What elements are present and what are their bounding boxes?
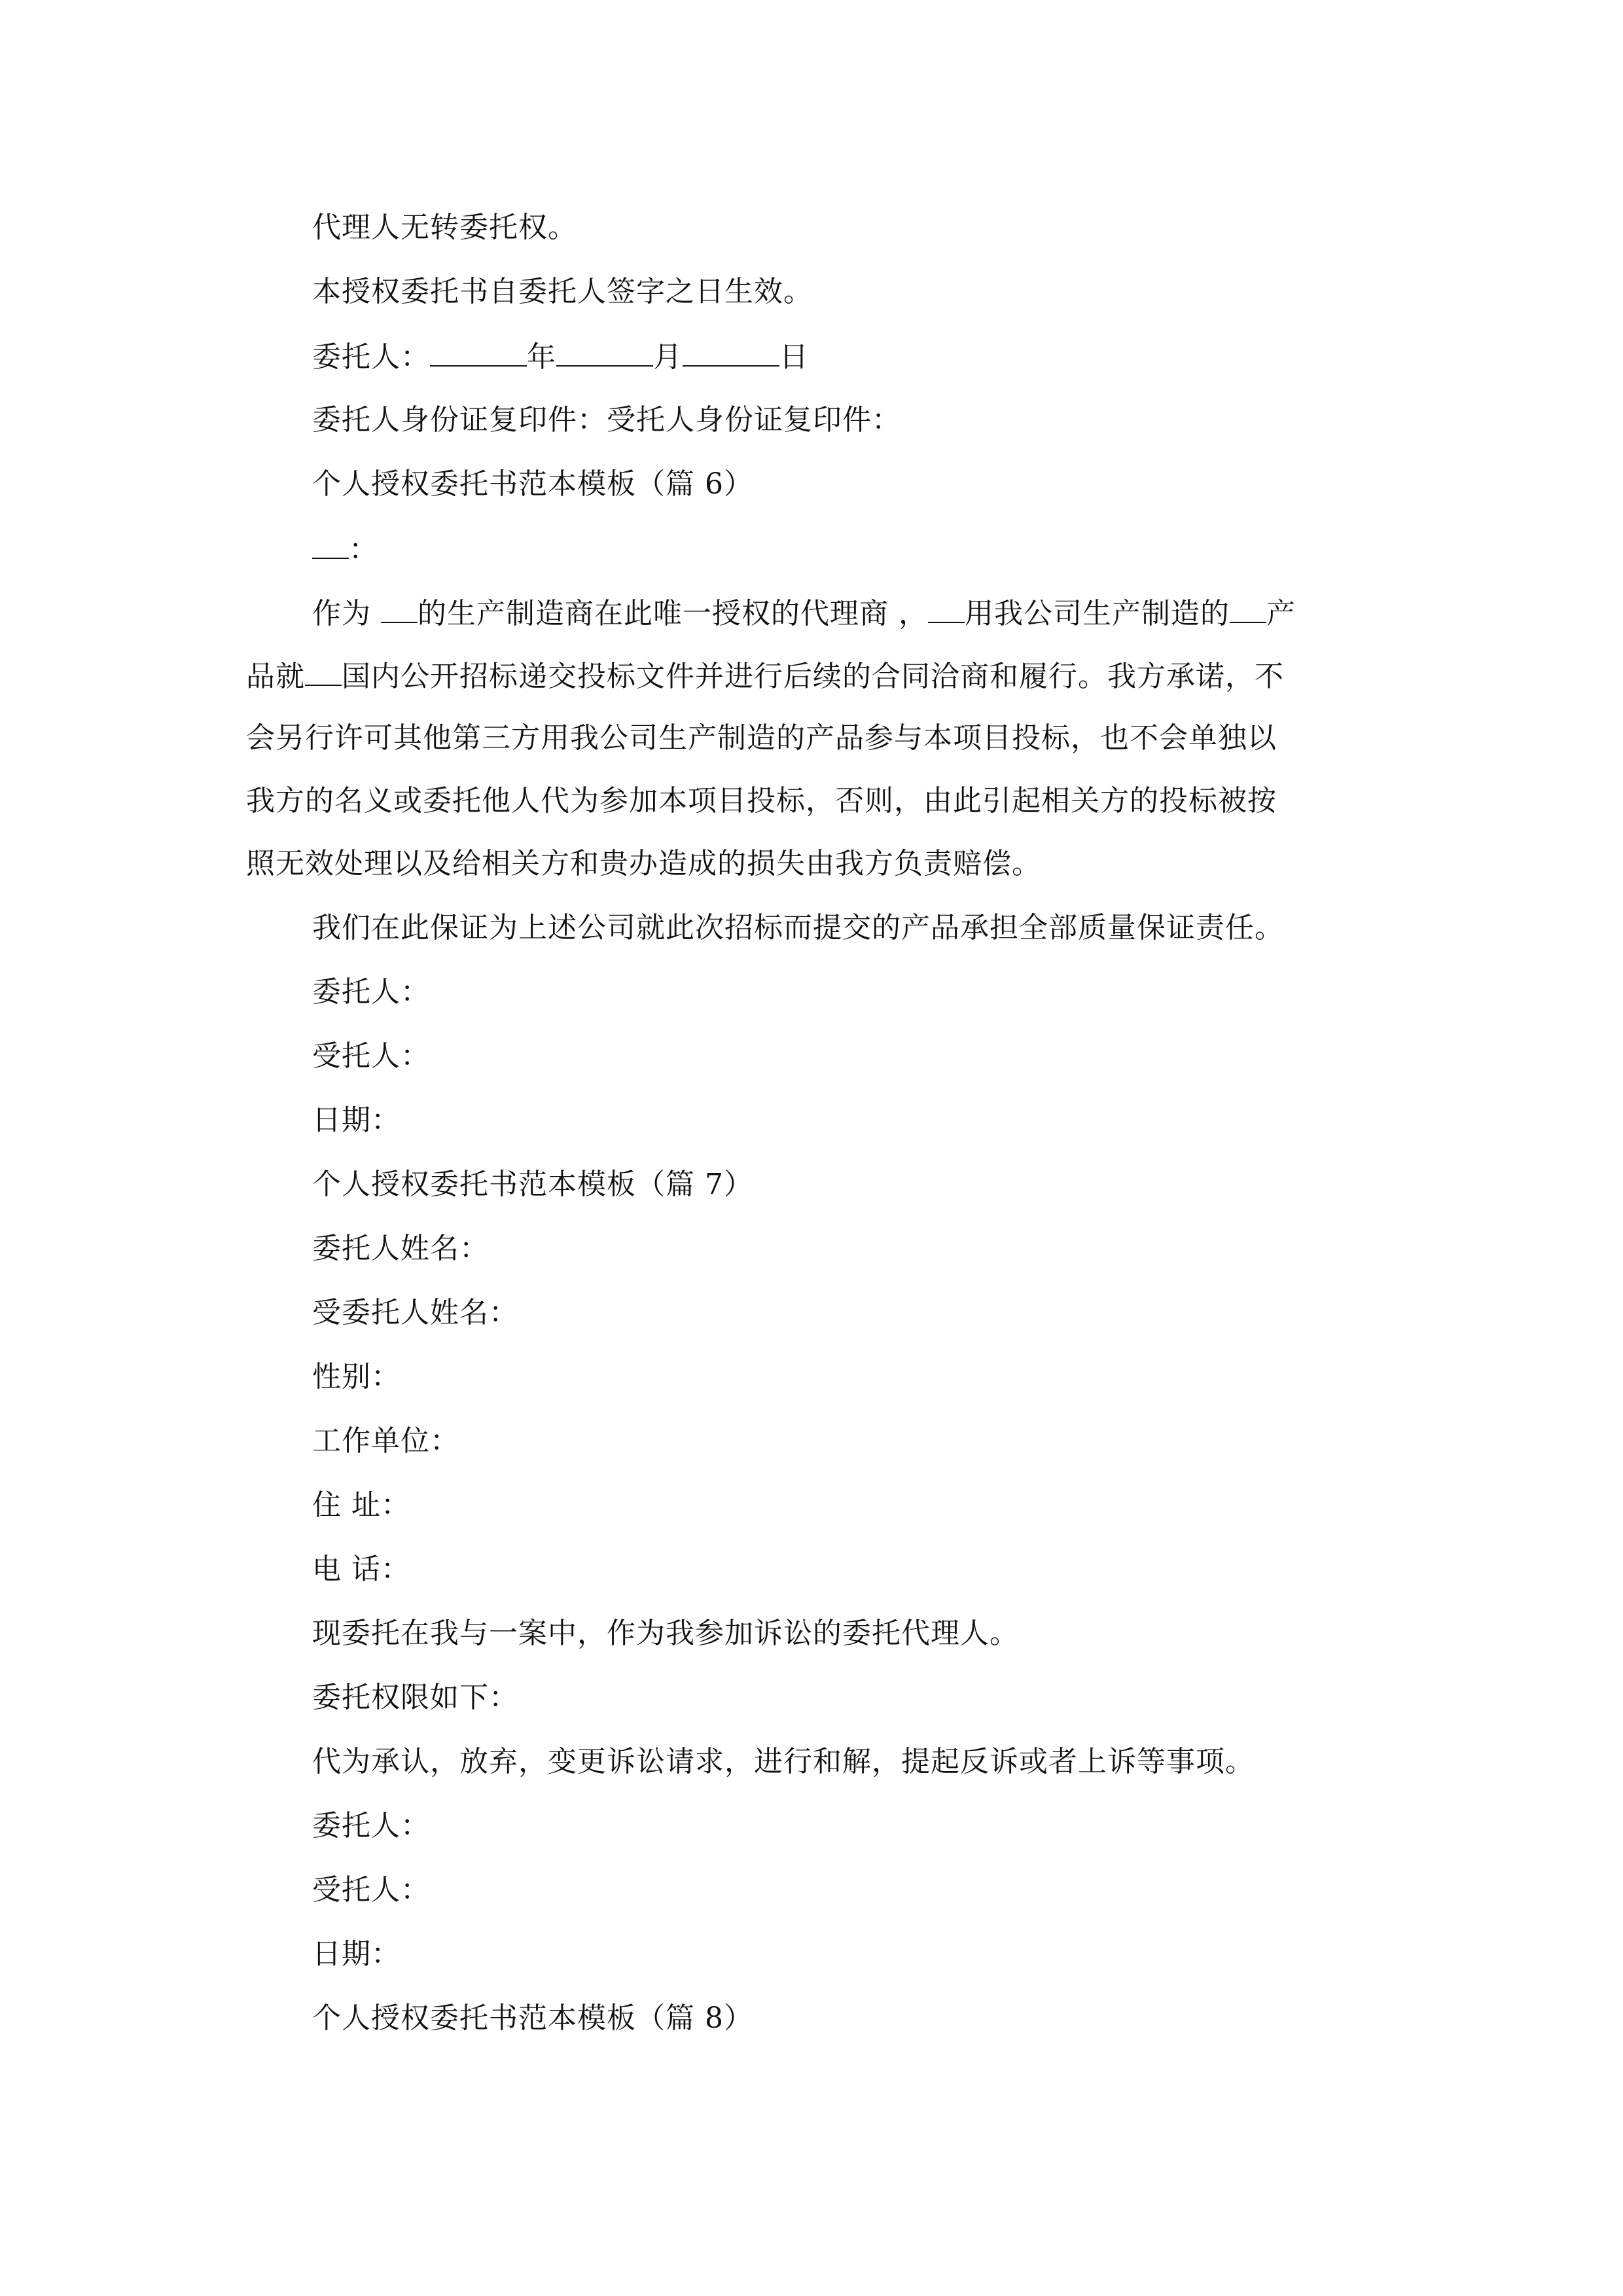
year-label: 年 <box>527 340 556 374</box>
text-span: 品就 <box>246 660 305 693</box>
workplace-field: 工作单位： <box>312 1424 459 1458</box>
blank-underline <box>312 529 349 559</box>
blank-underline <box>430 336 527 367</box>
text-line-litigation: 现委托在我与一案中，作为我参加诉讼的委托代理人。 <box>312 1617 1019 1650</box>
date-line <box>312 336 809 377</box>
text-span: 用我公司生产制造的 <box>965 597 1230 630</box>
blank-underline <box>556 336 653 367</box>
blank-underline <box>1230 593 1266 623</box>
blank-underline <box>305 656 342 686</box>
address-field: 住 址： <box>312 1488 410 1522</box>
section-heading-7: 个人授权委托书范本模板（篇 7） <box>312 1168 753 1201</box>
date-field: 日期： <box>312 1103 401 1137</box>
text-span: 产 <box>1266 597 1296 630</box>
blank-underline <box>381 593 418 623</box>
text-line-id-copies: 委托人身份证复印件：受托人身份证复印件： <box>312 403 901 437</box>
text-span: 的生产制造商在此唯一授权的代理商 ， <box>418 597 928 630</box>
day-label: 日 <box>779 340 809 374</box>
paragraph-line-2 <box>246 656 1284 696</box>
text-span: 国内公开招标递交投标文件并进行后续的合同洽商和履行。我方承诺，不 <box>342 660 1284 693</box>
phone-field: 电 话： <box>312 1552 410 1586</box>
addressee-line <box>312 529 378 569</box>
date-field: 日期： <box>312 1937 401 1971</box>
paragraph-line-4: 我方的名义或委托他人代为参加本项目投标，否则，由此引起相关方的投标被按 <box>246 784 1277 817</box>
paragraph-line-1 <box>312 593 1296 634</box>
agent-name-field: 受委托人姓名： <box>312 1296 518 1329</box>
blank-underline <box>683 336 779 367</box>
principal-field: 委托人： <box>312 1809 430 1842</box>
text-line-quality-guarantee: 我们在此保证为上述公司就此次招标而提交的产品承担全部质量保证责任。 <box>312 911 1284 944</box>
text-line-no-subdelegation: 代理人无转委托权。 <box>312 211 577 244</box>
agent-field: 受托人： <box>312 1039 430 1073</box>
text-line-effective-date: 本授权委托书自委托人签字之日生效。 <box>312 275 813 308</box>
section-heading-8: 个人授权委托书范本模板（篇 8） <box>312 2001 753 2035</box>
addressee-colon: ： <box>349 533 378 566</box>
paragraph-line-5: 照无效处理以及给相关方和贵办造成的损失由我方负责赔偿。 <box>246 847 1041 880</box>
gender-field: 性别： <box>312 1360 401 1393</box>
text-line-authority-heading: 委托权限如下： <box>312 1681 518 1714</box>
text-span: 作为 <box>312 597 381 630</box>
principal-field: 委托人： <box>312 975 430 1009</box>
month-label: 月 <box>653 340 683 374</box>
principal-name-field: 委托人姓名： <box>312 1232 489 1265</box>
section-heading-6: 个人授权委托书范本模板（篇 6） <box>312 467 753 501</box>
text-line-authority-items: 代为承认，放弃，变更诉讼请求，进行和解，提起反诉或者上诉等事项。 <box>312 1745 1255 1778</box>
agent-field: 受托人： <box>312 1873 430 1907</box>
paragraph-line-3: 会另行许可其他第三方用我公司生产制造的产品参与本项目投标，也不会单独以 <box>246 721 1277 755</box>
blank-underline <box>928 593 965 623</box>
principal-label: 委托人： <box>312 340 430 374</box>
